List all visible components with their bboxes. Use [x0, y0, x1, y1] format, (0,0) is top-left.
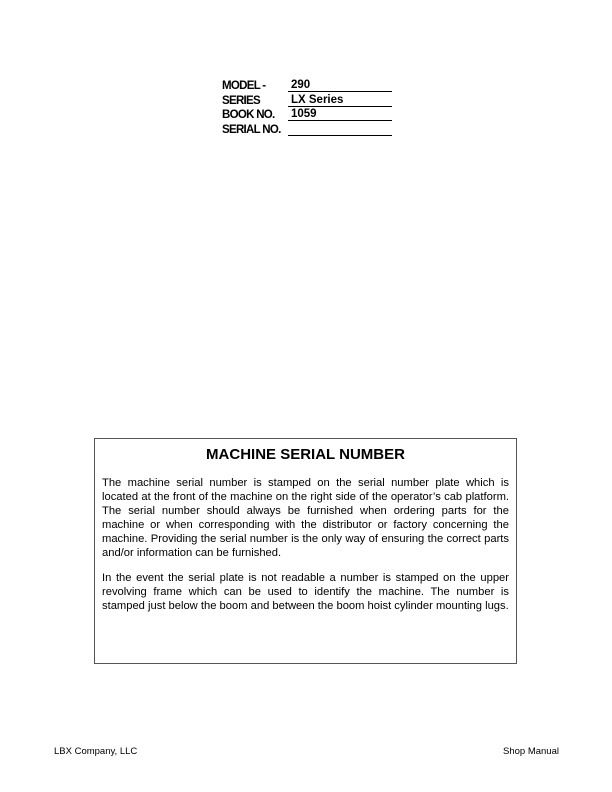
book-number-label: BOOK NO.	[222, 109, 275, 121]
footer-company: LBX Company, LLC	[54, 746, 138, 757]
footer-manual-type: Shop Manual	[503, 746, 559, 757]
serial-number-value	[288, 123, 392, 136]
serial-number-row	[222, 123, 397, 138]
notice-paragraph-1: The machine serial number is stamped on the serial number plate which is located at the front of the machine on the right side of the operator’s cab platform. The serial number should always be furnished when ordering parts for the machine or when corresponding with the distributor or factory concerning the machine. Providing the serial number is the only way of ensuring the correct parts and/or information can be furnished.	[102, 477, 509, 559]
model-row	[222, 79, 397, 94]
series-value: LX Series	[288, 94, 392, 107]
serial-number-notice-box	[94, 438, 517, 664]
model-label: MODEL -	[222, 80, 266, 92]
serial-number-label: SERIAL NO.	[222, 123, 281, 136]
notice-paragraph-2: In the event the serial plate is not readable a number is stamped on the upper revolving frame which can be used to identify the machine. The number is stamped just below the boom and between the boom hoist cylinder mounting lugs.	[102, 572, 509, 613]
series-label: SERIES	[222, 94, 260, 107]
notice-title: MACHINE SERIAL NUMBER	[206, 446, 405, 463]
machine-info-block	[222, 79, 397, 137]
model-value: 290	[288, 79, 392, 92]
series-row	[222, 94, 397, 109]
book-number-row	[222, 108, 397, 123]
book-number-value: 1059	[288, 108, 392, 121]
